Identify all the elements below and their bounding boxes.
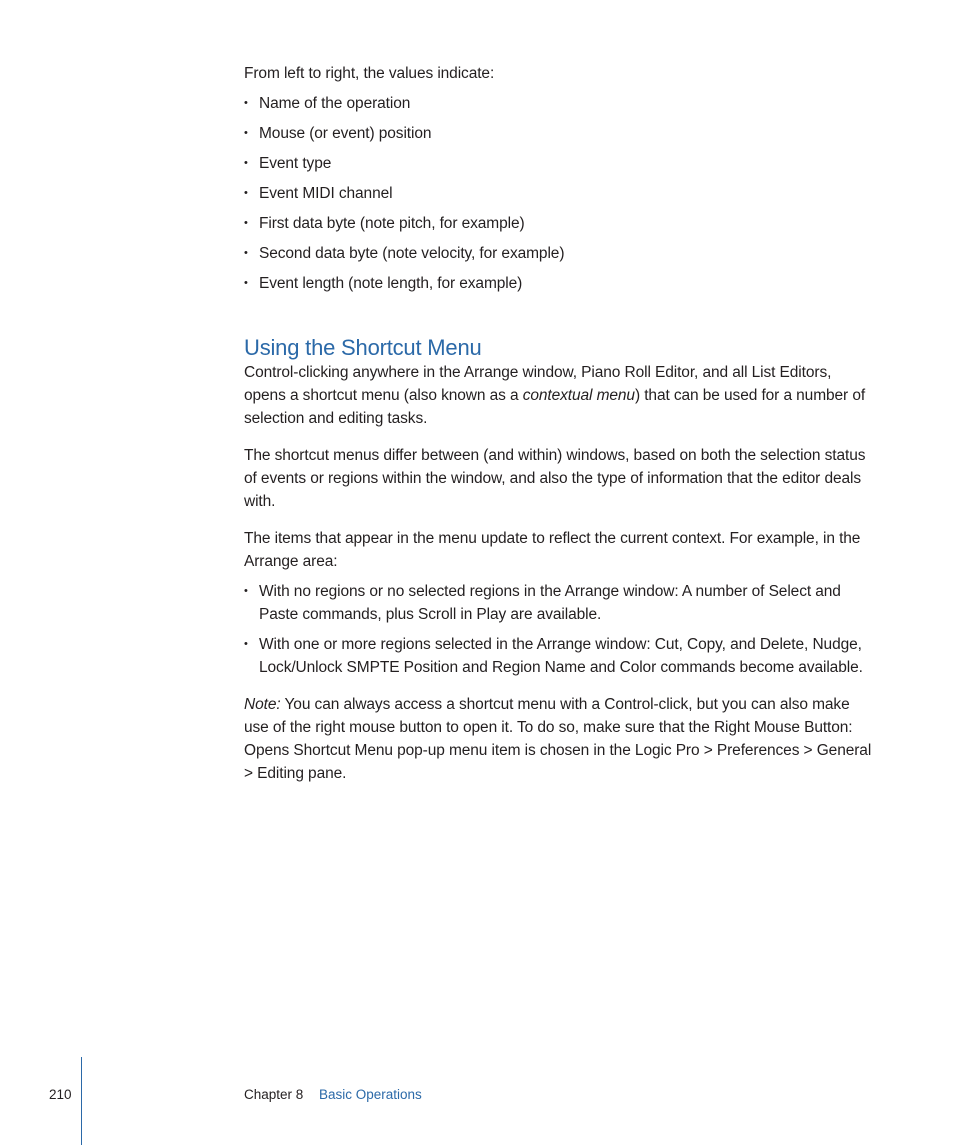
paragraph-shortcut-intro <box>244 361 876 430</box>
list-item: • Mouse (or event) position <box>244 122 876 145</box>
paragraph-items-update: The items that appear in the menu update to reflect the current context. For example, in the Arrange area: <box>244 530 861 570</box>
list-item: • Event type <box>244 152 876 175</box>
list-item: • Name of the operation <box>244 92 876 115</box>
emphasis-text: contextual menu <box>522 387 635 404</box>
intro-text: From left to right, the values indicate: <box>244 65 495 82</box>
context-list <box>244 580 876 679</box>
paragraph-menus-differ: The shortcut menus differ between (and within) windows, based on both the selection status of events or regions within the window, and also the type of information that the editor deals with. <box>244 447 866 510</box>
note-text: You can always access a shortcut menu with a Control-click, but you can also make use of the right mouse button to open it. To do so, make sure that the Right Mouse Button: Opens Shortcut Menu pop-up menu item is chosen in the Logic Pro > Preferences > General > Editing pane. <box>244 696 872 782</box>
footer-divider <box>81 1057 82 1145</box>
note-label: Note: <box>244 696 281 713</box>
page-footer <box>0 1086 954 1110</box>
values-list <box>244 92 876 295</box>
note-paragraph <box>244 693 876 785</box>
page-content <box>244 60 876 785</box>
page-number: 210 <box>49 1087 72 1102</box>
chapter-label: Chapter 8 <box>244 1087 304 1102</box>
paragraph-text: ) that can be used for a number of selection and editing tasks. <box>244 387 866 427</box>
list-item: • With no regions or no selected regions in the Arrange window: A number of Select and Paste commands, plus Scroll in Play are available. <box>244 580 876 626</box>
list-item: • Event MIDI channel <box>244 182 876 205</box>
section-heading: Using the Shortcut Menu <box>244 335 482 360</box>
list-item: • First data byte (note pitch, for example) <box>244 212 876 235</box>
list-item: • With one or more regions selected in the Arrange window: Cut, Copy, and Delete, Nudge, Lock/Unlock SMPTE Position and Region Name and Color commands become available. <box>244 633 876 679</box>
list-item: • Event length (note length, for example) <box>244 272 876 295</box>
list-item: • Second data byte (note velocity, for example) <box>244 242 876 265</box>
paragraph-text: Control-clicking anywhere in the Arrange window, Piano Roll Editor, and all List Editors, opens a shortcut menu (also known as a <box>244 364 832 404</box>
chapter-title: Basic Operations <box>319 1087 422 1102</box>
